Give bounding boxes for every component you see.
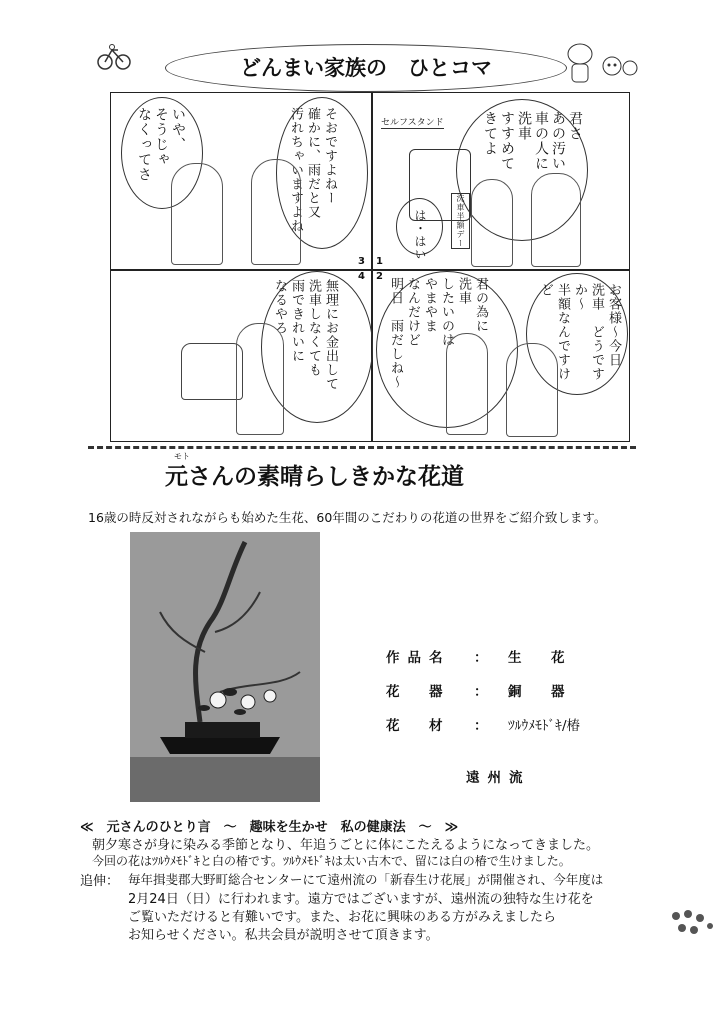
footer-line: 朝夕寒さが身に染みる季節となり、年追うごとに体にこたえるようになってきました。 (92, 838, 600, 853)
bicycle-icon (96, 38, 132, 74)
character-attendant (251, 159, 301, 265)
mascot-icon (560, 36, 640, 88)
spec-material-value: ﾂﾙｳﾒﾓﾄﾞｷ/椿 (508, 718, 581, 734)
footer-line: 毎年揖斐郡大野町総合センターにて遠州流の「新春生け花展」が開催され、今年度は (128, 872, 604, 887)
spec-vessel-value: 銅 器 (508, 684, 573, 700)
postscript-label: 追伸： (80, 874, 120, 889)
spec-name-value: 生 花 (508, 650, 573, 666)
gas-station-sign: セルフスタンド (381, 115, 444, 129)
section-divider (88, 446, 636, 449)
spec-school: 遠州流 (466, 770, 531, 786)
footer-heading: ≪ 元さんのひとり言 ～ 趣味を生かせ 私の健康法 ～ ≫ (80, 820, 459, 835)
spec-colon: ： (474, 684, 496, 700)
character-manager (531, 173, 581, 267)
ikebana-photo (130, 532, 320, 802)
page-header-title: どんまい家族の ひとコマ (165, 44, 567, 92)
character-customer (236, 323, 284, 435)
manga-comic (110, 92, 630, 442)
character-attendant (471, 179, 513, 267)
spec-vessel-label: 花 器 (386, 684, 451, 700)
dialogue-panel2: そおですよねー 確かに、雨だと又 汚れちゃいますよね (288, 107, 337, 233)
footer-line: 2月24日（日）に行われます。遠方ではございますが、遠州流の独特な生け花を (128, 892, 594, 907)
spec-material-label: 花 材 (386, 718, 451, 734)
character-customer (171, 163, 223, 265)
panel-number: 4 (358, 271, 365, 282)
spec-name-label: 作品名 (386, 650, 451, 666)
character-attendant (446, 333, 488, 435)
panel-number: 2 (376, 271, 383, 282)
dialogue-panel1: 君さ あの汚い 車の人に 洗車 すすめて きてよ (482, 111, 583, 171)
footer-line: ご覧いただけると有難いです。また、お花に興味のある方がみえましたら (128, 910, 556, 925)
title-furigana: モト (174, 452, 190, 461)
section-title: 元さんの素晴らしきかな花道 (165, 464, 464, 490)
panel-number: 3 (358, 256, 365, 267)
dialogue-panel4: 無理にお金出して 洗車しなくても 雨できれいに なるやろ (272, 279, 338, 391)
character-manager (506, 343, 558, 437)
footer-line: 今回の花はﾂﾙｳﾒﾓﾄﾞｷと白の椿です。ﾂﾙｳﾒﾓﾄﾞｷは太い古木で、留には白の椿で生けました。 (92, 854, 571, 868)
intro-text: 16歳の時反対されながらも始めた生花、60年間のこだわりの花道の世界をご紹介致します。 (88, 510, 607, 525)
flower-dots-icon (668, 906, 718, 942)
car-drawing (181, 343, 243, 400)
panel-number: 1 (376, 256, 383, 267)
pole-sign: 洗車半額デー (451, 193, 470, 249)
dialogue-panel2-reply: いや、 そうじゃ なくってさ (136, 107, 186, 182)
dialogue-panel3-reply: 君の為に 洗車 したいのは やまやま なんだけど 明日 雨だしね～ (388, 277, 488, 389)
dialogue-panel3: お客様～今日 洗車 どうですか～ 半額なんですけど (538, 283, 621, 381)
spec-colon: ： (474, 650, 496, 666)
spec-colon: ： (474, 718, 496, 734)
dialogue-panel1-reply: は・はい (413, 209, 427, 261)
footer-line: お知らせください。私共会員が説明させて頂きます。 (128, 928, 439, 943)
